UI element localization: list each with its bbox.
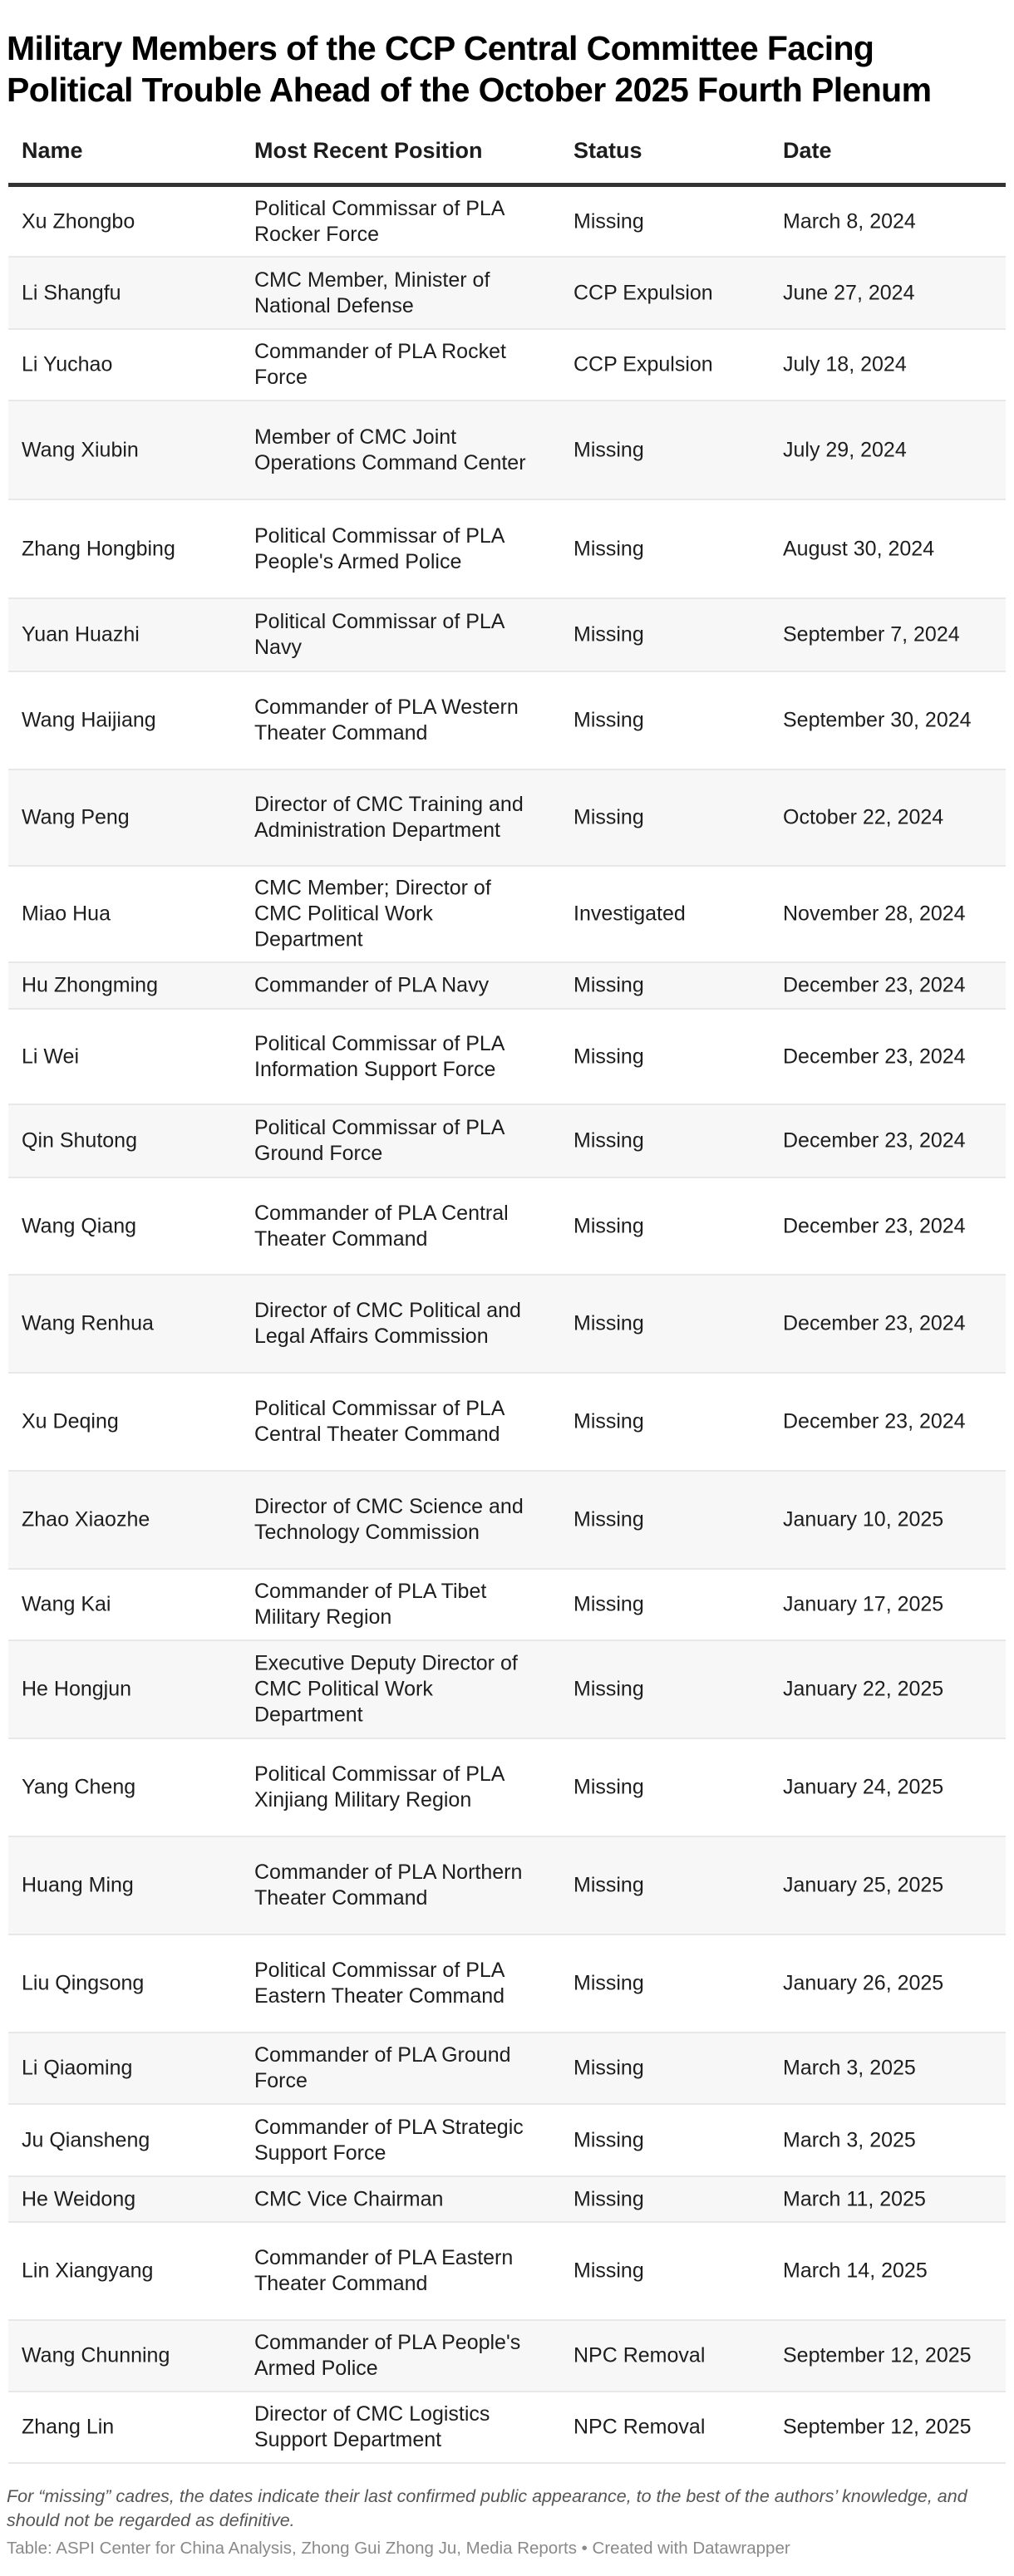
table-row [8,258,1006,330]
cell-date: December 23, 2024 [783,1311,966,1335]
cell-name: Wang Kai [22,1592,111,1616]
cell-status: Missing [573,1409,644,1433]
cell-status: Missing [573,2187,644,2210]
cell-name: Wang Xiubin [22,438,139,461]
cell-position: Director of CMC Political and Legal Affairs Commission [254,1299,521,1348]
table-row [8,1105,1006,1178]
table-row [8,187,1006,258]
table-row [8,2321,1006,2392]
table-row [8,401,1006,500]
cell-position: Director of CMC Training and Administration Department [254,793,524,842]
cell-name: Zhang Hongbing [22,537,175,560]
table-row [8,867,1006,963]
cell-name: Wang Qiang [22,1214,137,1237]
cell-date: August 30, 2024 [783,537,935,560]
cell-date: December 23, 2024 [783,1214,966,1237]
table-row [8,2105,1006,2177]
cell-date: December 23, 2024 [783,973,966,997]
cell-date: June 27, 2024 [783,281,915,304]
table-body [8,187,1006,2464]
column-header-status[interactable]: Status [573,138,642,163]
cell-date: January 10, 2025 [783,1507,944,1531]
cell-name: He Hongjun [22,1677,132,1701]
table-row [8,770,1006,867]
cell-status: CCP Expulsion [573,281,713,304]
cell-date: March 14, 2025 [783,2259,928,2283]
cell-name: Huang Ming [22,1873,134,1897]
cell-name: Zhang Lin [22,2415,115,2439]
cell-status: Missing [573,209,644,233]
cell-name: Zhao Xiaozhe [22,1507,150,1531]
cell-status: Missing [573,2056,644,2080]
table-row [8,963,1006,1010]
table-row [8,672,1006,770]
cell-name: Lin Xiangyang [22,2259,154,2283]
cell-date: December 23, 2024 [783,1409,966,1433]
cell-date: September 30, 2024 [783,708,972,732]
cell-position: Commander of PLA Eastern Theater Command [254,2246,514,2295]
cell-name: Xu Deqing [22,1409,119,1433]
cell-date: December 23, 2024 [783,1045,966,1068]
cell-position: Commander of PLA Ground Force [254,2043,511,2092]
table-row [8,1276,1006,1374]
cell-position: Political Commissar of PLA Central Theater Command [254,1397,505,1446]
table-row [8,2392,1006,2464]
cell-position: Political Commissar of PLA Navy [254,610,505,659]
cell-position: Executive Deputy Director of CMC Political Work Department [254,1651,518,1727]
cell-status: Missing [573,1311,644,1335]
column-header-position[interactable]: Most Recent Position [254,138,483,163]
cell-date: July 18, 2024 [783,352,907,376]
cell-status: Missing [573,2259,644,2283]
table-row [8,1739,1006,1837]
cell-name: Li Yuchao [22,352,113,376]
cell-date: November 28, 2024 [783,902,966,926]
cell-position: CMC Member, Minister of National Defense [254,268,490,317]
cell-position: Director of CMC Logistics Support Department [254,2402,490,2451]
cell-date: September 12, 2025 [783,2415,972,2439]
cell-status: Missing [573,438,644,461]
cell-date: September 7, 2024 [783,622,960,646]
cell-position: CMC Member; Director of CMC Political Work Department [254,876,491,951]
cell-name: Hu Zhongming [22,973,158,997]
cell-position: CMC Vice Chairman [254,2187,444,2210]
cell-name: Xu Zhongbo [22,209,135,233]
table-row [8,2177,1006,2223]
cell-date: March 8, 2024 [783,209,916,233]
cell-position: Commander of PLA Rocket Force [254,340,506,389]
table-row [8,1374,1006,1472]
cell-status: Missing [573,1128,644,1153]
cell-position: Commander of PLA Western Theater Command [254,696,519,745]
purge-table [8,125,1006,2464]
cell-date: December 23, 2024 [783,1128,966,1153]
cell-position: Commander of PLA Northern Theater Command [254,1861,523,1910]
cell-status: Missing [573,537,644,560]
cell-status: Missing [573,1507,644,1531]
table-row [8,1935,1006,2033]
table-row [8,1472,1006,1570]
cell-status: Missing [573,973,644,997]
cell-status: Missing [573,708,644,732]
table-row [8,1570,1006,1641]
cell-name: Qin Shutong [22,1128,137,1153]
cell-position: Political Commissar of PLA Rocker Force [254,196,505,246]
cell-name: Ju Qiansheng [22,2128,150,2151]
cell-status: Missing [573,1214,644,1237]
cell-name: He Weidong [22,2187,136,2210]
cell-status: Missing [573,2128,644,2151]
cell-name: Wang Chunning [22,2343,170,2367]
cell-status: Missing [573,805,644,829]
cell-position: Political Commissar of PLA Information Support Force [254,1031,505,1081]
cell-position: Political Commissar of PLA Eastern Theater Command [254,1959,505,2008]
cell-status: Investigated [573,902,686,926]
cell-status: NPC Removal [573,2415,706,2439]
cell-status: Missing [573,1592,644,1616]
cell-date: March 3, 2025 [783,2056,916,2080]
cell-name: Li Wei [22,1045,80,1068]
cell-name: Wang Haijiang [22,708,156,732]
table-row [8,1010,1006,1105]
cell-date: January 24, 2025 [783,1775,944,1799]
cell-name: Yuan Huazhi [22,622,140,646]
page-title: Military Members of the CCP Central Committee Facing Political Trouble Ahead of the October 2025 Fourth Plenum [7,29,932,110]
cell-status: Missing [573,1775,644,1799]
cell-status: Missing [573,1971,644,1995]
table-source: Table: ASPI Center for China Analysis, Zhong Gui Zhong Ju, Media Reports • Created with Datawrapper [7,2539,790,2558]
column-header-name[interactable]: Name [22,138,83,163]
cell-name: Liu Qingsong [22,1971,145,1995]
cell-status: NPC Removal [573,2343,706,2367]
table-row [8,1837,1006,1935]
table-header [8,125,1006,187]
cell-status: Missing [573,1873,644,1897]
cell-date: March 11, 2025 [783,2187,926,2210]
table-row [8,2223,1006,2321]
table-row [8,330,1006,401]
table-row [8,1641,1006,1739]
cell-date: March 3, 2025 [783,2128,916,2151]
cell-status: Missing [573,1045,644,1068]
cell-date: October 22, 2024 [783,805,944,829]
cell-position: Director of CMC Science and Technology Commission [254,1495,524,1544]
cell-name: Yang Cheng [22,1775,136,1799]
table-row [8,1178,1006,1276]
cell-name: Wang Peng [22,805,130,829]
column-header-date[interactable]: Date [783,138,832,163]
cell-date: January 17, 2025 [783,1592,944,1616]
cell-status: Missing [573,1677,644,1701]
table-row [8,599,1006,672]
table-row [8,500,1006,599]
cell-position: Political Commissar of PLA Xinjiang Military Region [254,1762,505,1812]
cell-name: Li Shangfu [22,281,121,304]
cell-name: Wang Renhua [22,1311,154,1335]
cell-date: January 25, 2025 [783,1873,944,1897]
cell-position: Commander of PLA Navy [254,973,490,997]
cell-status: CCP Expulsion [573,352,713,376]
cell-position: Commander of PLA People's Armed Police [254,2331,521,2380]
cell-name: Li Qiaoming [22,2056,133,2080]
cell-position: Commander of PLA Central Theater Command [254,1201,509,1251]
cell-date: January 26, 2025 [783,1971,944,1995]
table-row [8,2033,1006,2105]
cell-date: January 22, 2025 [783,1677,944,1701]
cell-date: September 12, 2025 [783,2343,972,2367]
cell-position: Political Commissar of PLA People's Armed Police [254,524,505,573]
cell-name: Miao Hua [22,902,111,926]
cell-position: Member of CMC Joint Operations Command Center [254,425,526,474]
cell-position: Political Commissar of PLA Ground Force [254,1116,505,1165]
cell-status: Missing [573,622,644,646]
cell-date: July 29, 2024 [783,438,907,461]
cell-position: Commander of PLA Tibet Military Region [254,1580,487,1629]
table-notes: For “missing” cadres, the dates indicate their last confirmed public appearance, to the best of the authors’ knowledge, and should not be regarded as definitive. [7,2486,967,2530]
cell-position: Commander of PLA Strategic Support Force [254,2115,524,2165]
